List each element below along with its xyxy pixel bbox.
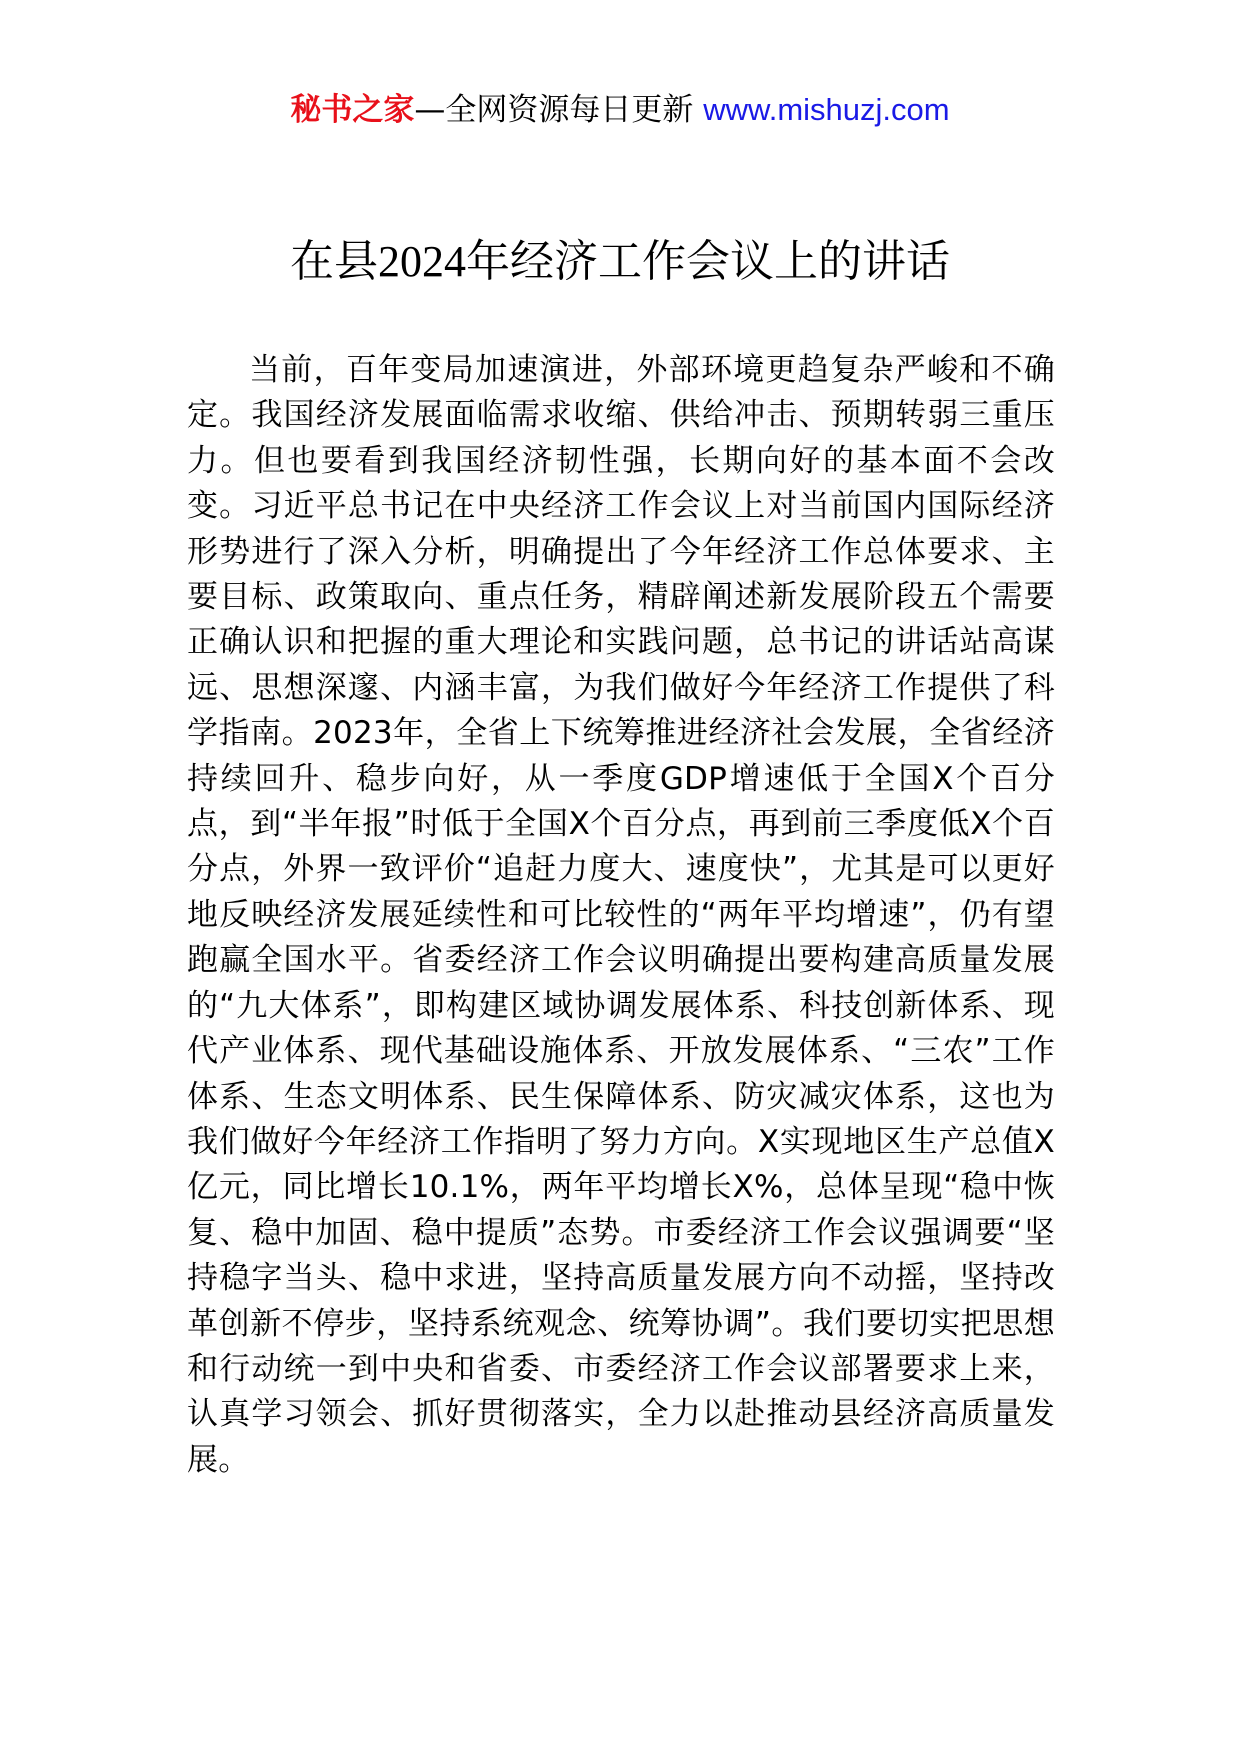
body-paragraph: 当前，百年变局加速演进，外部环境更趋复杂严峻和不确定。我国经济发展面临需求收缩、供给冲击、预期转弱三重压力。但也要看到我国经济韧性强，长期向好的基本面不会改变。习近平总书记在中央经济工作会议上对当前国内国际经济形势进行了深入分析，明确提出了今年经济工作总体要求、主要目标、政策取向、重点任务，精辟阐述新发展阶段五个需要正确认识和把握的重大理论和实践问题，总书记的讲话站高谋远、思想深邃、内涵丰富，为我们做好今年经济工作提供了科学指南。2023年，全省上下统筹推进经济社会发展，全省经济持续回升、稳步向好，从一季度GDP增速低于全国X个百分点，到“半年报”时低于全国X个百分点，再到前三季度低X个百分点，外界一致评价“追赶力度大、速度快”，尤其是可以更好地反映经济发展延续性和可比较性的“两年平均增速”，仍有望跑赢全国水平。省委经济工作会议明确提出要构建高质量发展的“九大体系”，即构建区域协调发展体系、科技创新体系、现代产业体系、现代基础设施体系、开放发展体系、“三农”工作体系、生态文明体系、民生保障体系、防灾减灾体系，这也为我们做好今年经济工作指明了努力方向。X实现地区生产总值X亿元，同比增长10.1%，两年平均增长X%，总体呈现“稳中恢复、稳中加固、稳中提质”态势。市委经济工作会议强调要“坚持稳字当头、稳中求进，坚持高质量发展方向不动摇，坚持改革创新不停步，坚持系统观念、统筹协调”。我们要切实把思想和行动统一到中央和省委、市委经济工作会议部署要求上来，认真学习领会、抓好贯彻落实，全力以赴推动县经济高质量发展。 [187, 352, 1055, 1478]
title-prefix: 在县 [290, 236, 378, 287]
title-year: 2024 [378, 237, 466, 286]
document-title [0, 232, 1240, 292]
site-header [0, 88, 1240, 132]
brand-name: 秘书之家 [290, 92, 415, 128]
site-url-link[interactable]: www.mishuzj.com [703, 92, 950, 127]
title-suffix: 年经济工作会议上的讲话 [466, 236, 950, 287]
header-slogan: —全网资源每日更新 [414, 92, 704, 128]
